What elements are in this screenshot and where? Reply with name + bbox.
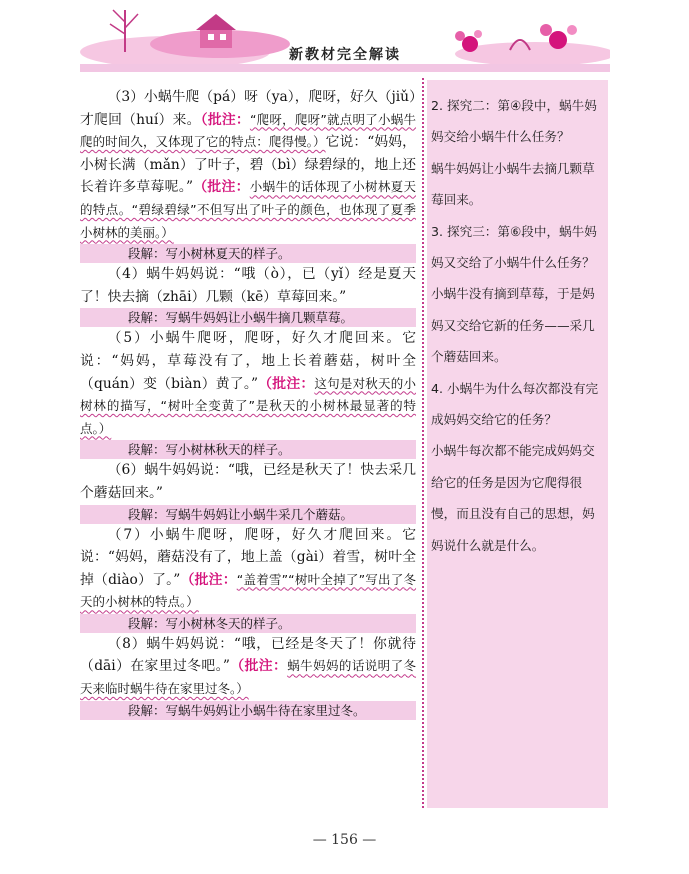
paragraph-5: （5）小蜗牛爬呀，爬呀，好久才爬回来。它说：“妈妈，草莓没有了，地上长着蘑菇，树叶全（quán）变（biàn）黄了。”（批注：这句是对秋天的小树林的描写，“树叶全变黄了”是秋天的小树林最显著的特点。） [80, 330, 416, 436]
book-title: 新教材完全解读 [289, 47, 401, 63]
question-4: 4. 小蜗牛为什么每次都没有完成妈妈交给它的任务？ [431, 380, 599, 428]
sidebar-panel [427, 80, 608, 808]
question-3: 3. 探究三：第⑥段中，蜗牛妈妈又交给了小蜗牛什么任务？ [431, 223, 597, 271]
column-divider [422, 78, 426, 808]
paragraph-7: （7）小蜗牛爬呀，爬呀，好久才爬回来。它说：“妈妈，蘑菇没有了，地上盖（gài）着雪，树叶全掉（diào）了。”（批注：“盖着雪”“树叶全掉了”写出了冬天的小树林的特点。） [80, 526, 417, 610]
section-summary-bar: 段解：写小树林秋天的样子。 [80, 440, 416, 459]
main-text-column [80, 86, 416, 720]
paragraph-3: （3）小蜗牛爬（pá）呀（ya），爬呀，好久（jiǔ）才爬回（huí）来。（批注：“爬呀，爬呀”就点明了小蜗牛爬的时间久，又体现了它的特点：爬得慢。）它说：“妈妈，小树长满（mǎn）了叶子，碧（bì）绿碧绿的，地上还长着许多草莓呢。”（批注：小蜗牛的话体现了小树林夏天的特点。“碧绿碧绿”不但写出了叶子的颜色，也体现了夏季小树林的美丽。） [80, 89, 417, 240]
question-2: 2. 探究二：第④段中，蜗牛妈妈交给小蜗牛什么任务？ [431, 98, 597, 145]
paragraph-8: （8）蜗牛妈妈说：“哦，已经是冬天了！你就待（dāi）在家里过冬吧。”（批注：蜗牛妈妈的话说明了冬天来临时蜗牛待在家里过冬。） [80, 635, 417, 697]
paragraph-6: （6）蜗牛妈妈说：“哦，已经是秋天了！快去采几个蘑菇回来。” [80, 462, 416, 501]
answer-3: 小蜗牛没有摘到草莓，于是妈妈又交给它新的任务——采几个蘑菇回来。 [431, 286, 595, 365]
section-summary-bar: 段解：写小树林冬天的样子。 [80, 614, 416, 633]
section-summary-bar: 段解：写蜗牛妈妈让小蜗牛采几个蘑菇。 [80, 505, 416, 524]
answer-2: 蜗牛妈妈让小蜗牛去摘几颗草莓回来。 [431, 160, 595, 208]
paragraph-4: （4）蜗牛妈妈说：“哦（ò），已（yǐ）经是夏天了！快去摘（zhāi）几颗（kē）草莓回来。” [80, 266, 416, 305]
page-number: — 156 — [312, 832, 377, 848]
answer-4: 小蜗牛每次都不能完成妈妈交给它的任务是因为它爬得很慢，而且没有自己的思想，妈妈说什么就是什么。 [431, 443, 595, 553]
header-decoration-right [440, 0, 610, 70]
section-summary-bar: 段解：写蜗牛妈妈让小蜗牛待在家里过冬。 [80, 701, 416, 720]
section-summary-bar: 段解：写小树林夏天的样子。 [80, 244, 416, 263]
section-summary-bar: 段解：写蜗牛妈妈让小蜗牛摘几颗草莓。 [80, 308, 416, 327]
page-header [0, 0, 689, 78]
header-band [80, 64, 610, 72]
